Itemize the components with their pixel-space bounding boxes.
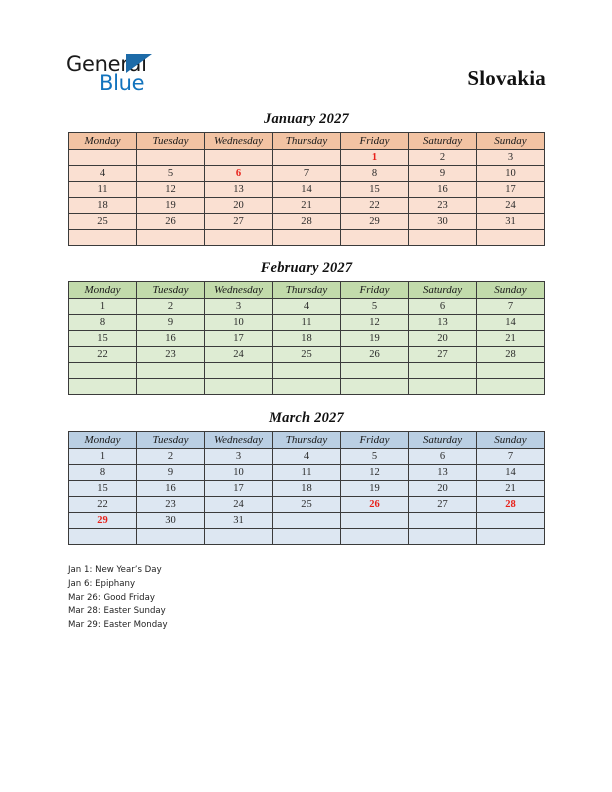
calendar-day-cell: 28 bbox=[477, 497, 545, 513]
calendar-day-cell: 28 bbox=[477, 347, 545, 363]
calendar-header-row bbox=[69, 282, 545, 299]
calendar-day-cell: 20 bbox=[409, 331, 477, 347]
calendar-day-cell: 14 bbox=[477, 315, 545, 331]
calendar-day-cell: 24 bbox=[205, 347, 273, 363]
calendar-day-cell: 12 bbox=[137, 182, 205, 198]
calendar-day-cell: 22 bbox=[69, 497, 137, 513]
calendar-empty-cell bbox=[69, 230, 137, 246]
calendar-week-row bbox=[69, 449, 545, 465]
calendar-day-cell: 14 bbox=[273, 182, 341, 198]
calendar-week-row bbox=[69, 513, 545, 529]
calendar-empty-cell bbox=[273, 529, 341, 545]
page-title: Slovakia bbox=[467, 66, 546, 90]
calendar-week-row bbox=[69, 497, 545, 513]
weekday-header-thursday: Thursday bbox=[273, 432, 341, 449]
calendar-day-cell: 17 bbox=[205, 481, 273, 497]
calendar-day-cell: 27 bbox=[409, 347, 477, 363]
calendar-day-cell: 2 bbox=[409, 150, 477, 166]
month-block-march bbox=[68, 410, 545, 545]
holiday-legend bbox=[68, 564, 398, 633]
calendar-day-cell: 13 bbox=[205, 182, 273, 198]
weekday-header-monday: Monday bbox=[69, 432, 137, 449]
calendar-empty-cell bbox=[69, 363, 137, 379]
calendar-week-row bbox=[69, 315, 545, 331]
calendar-empty-cell bbox=[205, 529, 273, 545]
calendar-empty-cell bbox=[409, 230, 477, 246]
calendar-empty-cell bbox=[409, 363, 477, 379]
calendar-empty-cell bbox=[477, 379, 545, 395]
calendar-empty-cell bbox=[69, 379, 137, 395]
calendar-day-cell: 27 bbox=[205, 214, 273, 230]
calendar-day-cell: 22 bbox=[69, 347, 137, 363]
calendar-day-cell: 23 bbox=[409, 198, 477, 214]
logo-text-general: General bbox=[66, 52, 147, 76]
holiday-legend-list bbox=[68, 564, 398, 633]
calendar-day-cell: 21 bbox=[273, 198, 341, 214]
calendar-day-cell: 4 bbox=[69, 166, 137, 182]
calendar-week-row bbox=[69, 331, 545, 347]
weekday-header-sunday: Sunday bbox=[477, 432, 545, 449]
calendar-week-row bbox=[69, 481, 545, 497]
weekday-header-saturday: Saturday bbox=[409, 432, 477, 449]
calendar-empty-cell bbox=[477, 513, 545, 529]
calendar-empty-cell bbox=[273, 513, 341, 529]
calendar-table bbox=[68, 132, 545, 246]
calendar-day-cell: 5 bbox=[137, 166, 205, 182]
calendar-day-cell: 6 bbox=[409, 299, 477, 315]
calendar-empty-cell bbox=[409, 529, 477, 545]
calendar-day-cell: 24 bbox=[477, 198, 545, 214]
weekday-header-monday: Monday bbox=[69, 282, 137, 299]
calendar-empty-cell bbox=[273, 363, 341, 379]
calendar-day-cell: 10 bbox=[477, 166, 545, 182]
calendar-week-row bbox=[69, 182, 545, 198]
holiday-legend-item: Jan 1: New Year’s Day bbox=[68, 565, 162, 575]
calendar-day-cell: 11 bbox=[69, 182, 137, 198]
calendar-day-cell: 7 bbox=[477, 449, 545, 465]
calendar-day-cell: 27 bbox=[409, 497, 477, 513]
calendar-day-cell: 29 bbox=[69, 513, 137, 529]
calendar-empty-cell bbox=[137, 379, 205, 395]
calendar-day-cell: 23 bbox=[137, 497, 205, 513]
calendar-day-cell: 10 bbox=[205, 315, 273, 331]
calendar-day-cell: 11 bbox=[273, 465, 341, 481]
calendar-week-row bbox=[69, 150, 545, 166]
calendar-day-cell: 3 bbox=[477, 150, 545, 166]
calendar-week-row bbox=[69, 363, 545, 379]
calendar-week-row bbox=[69, 166, 545, 182]
weekday-header-sunday: Sunday bbox=[477, 133, 545, 150]
calendar-week-row bbox=[69, 379, 545, 395]
calendar-day-cell: 18 bbox=[273, 331, 341, 347]
calendar-day-cell: 5 bbox=[341, 299, 409, 315]
weekday-header-friday: Friday bbox=[341, 432, 409, 449]
holiday-legend-item: Mar 29: Easter Monday bbox=[68, 620, 168, 631]
calendar-empty-cell bbox=[273, 230, 341, 246]
calendar-day-cell: 16 bbox=[137, 481, 205, 497]
calendar-day-cell: 1 bbox=[69, 449, 137, 465]
calendar-day-cell: 23 bbox=[137, 347, 205, 363]
weekday-header-thursday: Thursday bbox=[273, 282, 341, 299]
calendar-day-cell: 16 bbox=[409, 182, 477, 198]
calendar-day-cell: 26 bbox=[341, 497, 409, 513]
calendar-day-cell: 12 bbox=[341, 315, 409, 331]
month-block-january bbox=[68, 111, 545, 246]
month-title: February 2027 bbox=[260, 260, 353, 276]
logo-text-blue: Blue bbox=[99, 71, 145, 95]
calendar-day-cell: 20 bbox=[205, 198, 273, 214]
calendar-empty-cell bbox=[69, 529, 137, 545]
calendar-empty-cell bbox=[341, 513, 409, 529]
calendar-day-cell: 25 bbox=[69, 214, 137, 230]
calendar-day-cell: 7 bbox=[477, 299, 545, 315]
calendar-day-cell: 9 bbox=[137, 315, 205, 331]
calendar-empty-cell bbox=[477, 230, 545, 246]
calendar-week-row bbox=[69, 347, 545, 363]
calendar-header-row bbox=[69, 133, 545, 150]
calendar-empty-cell bbox=[409, 379, 477, 395]
weekday-header-saturday: Saturday bbox=[409, 133, 477, 150]
calendar-empty-cell bbox=[273, 150, 341, 166]
calendar-day-cell: 22 bbox=[341, 198, 409, 214]
calendar-day-cell: 15 bbox=[69, 331, 137, 347]
calendar-day-cell: 9 bbox=[137, 465, 205, 481]
calendar-day-cell: 6 bbox=[205, 166, 273, 182]
calendar-week-row bbox=[69, 230, 545, 246]
weekday-header-row bbox=[69, 133, 545, 150]
calendar-day-cell: 18 bbox=[273, 481, 341, 497]
calendar-day-cell: 28 bbox=[273, 214, 341, 230]
calendar-day-cell: 21 bbox=[477, 481, 545, 497]
calendar-day-cell: 10 bbox=[205, 465, 273, 481]
calendar-body bbox=[69, 299, 545, 395]
calendar-day-cell: 13 bbox=[409, 315, 477, 331]
month-title: March 2027 bbox=[269, 410, 344, 426]
calendar-day-cell: 25 bbox=[273, 347, 341, 363]
month-block-february bbox=[68, 260, 545, 395]
calendar-day-cell: 24 bbox=[205, 497, 273, 513]
calendar-empty-cell bbox=[341, 379, 409, 395]
calendar-day-cell: 29 bbox=[341, 214, 409, 230]
calendar-day-cell: 1 bbox=[341, 150, 409, 166]
calendar-day-cell: 2 bbox=[137, 299, 205, 315]
weekday-header-sunday: Sunday bbox=[477, 282, 545, 299]
calendar-empty-cell bbox=[341, 230, 409, 246]
calendar-empty-cell bbox=[205, 150, 273, 166]
calendar-day-cell: 17 bbox=[477, 182, 545, 198]
calendar-day-cell: 7 bbox=[273, 166, 341, 182]
calendar-table bbox=[68, 431, 545, 545]
calendar-day-cell: 13 bbox=[409, 465, 477, 481]
calendar-day-cell: 5 bbox=[341, 449, 409, 465]
calendar-day-cell: 8 bbox=[69, 315, 137, 331]
calendar-empty-cell bbox=[137, 529, 205, 545]
calendar-day-cell: 31 bbox=[205, 513, 273, 529]
calendar-day-cell: 12 bbox=[341, 465, 409, 481]
calendar-day-cell: 8 bbox=[69, 465, 137, 481]
calendar-empty-cell bbox=[341, 529, 409, 545]
weekday-header-tuesday: Tuesday bbox=[137, 282, 205, 299]
weekday-header-row bbox=[69, 432, 545, 449]
calendar-empty-cell bbox=[477, 529, 545, 545]
calendar-day-cell: 3 bbox=[205, 449, 273, 465]
calendar-table bbox=[68, 281, 545, 395]
calendar-day-cell: 17 bbox=[205, 331, 273, 347]
calendar-week-row bbox=[69, 299, 545, 315]
weekday-header-tuesday: Tuesday bbox=[137, 133, 205, 150]
calendar-body bbox=[69, 150, 545, 246]
calendar-day-cell: 19 bbox=[341, 481, 409, 497]
holiday-legend-item: Mar 28: Easter Sunday bbox=[68, 606, 166, 617]
calendar-day-cell: 15 bbox=[341, 182, 409, 198]
calendar-empty-cell bbox=[205, 379, 273, 395]
calendar-week-row bbox=[69, 214, 545, 230]
calendar-day-cell: 9 bbox=[409, 166, 477, 182]
weekday-header-wednesday: Wednesday bbox=[205, 282, 273, 299]
calendar-empty-cell bbox=[137, 363, 205, 379]
calendar-empty-cell bbox=[205, 230, 273, 246]
weekday-header-wednesday: Wednesday bbox=[205, 133, 273, 150]
calendar-empty-cell bbox=[341, 363, 409, 379]
general-blue-logo bbox=[66, 52, 246, 100]
holiday-legend-item: Mar 26: Good Friday bbox=[68, 592, 155, 603]
calendar-day-cell: 26 bbox=[137, 214, 205, 230]
calendar-day-cell: 1 bbox=[69, 299, 137, 315]
weekday-header-friday: Friday bbox=[341, 282, 409, 299]
calendar-empty-cell bbox=[205, 363, 273, 379]
calendar-day-cell: 25 bbox=[273, 497, 341, 513]
weekday-header-friday: Friday bbox=[341, 133, 409, 150]
calendar-week-row bbox=[69, 465, 545, 481]
calendar-empty-cell bbox=[273, 379, 341, 395]
calendar-day-cell: 19 bbox=[137, 198, 205, 214]
weekday-header-wednesday: Wednesday bbox=[205, 432, 273, 449]
calendar-day-cell: 20 bbox=[409, 481, 477, 497]
calendar-day-cell: 6 bbox=[409, 449, 477, 465]
weekday-header-row bbox=[69, 282, 545, 299]
calendar-day-cell: 3 bbox=[205, 299, 273, 315]
calendar-day-cell: 21 bbox=[477, 331, 545, 347]
calendar-empty-cell bbox=[137, 150, 205, 166]
calendar-day-cell: 8 bbox=[341, 166, 409, 182]
calendar-week-row bbox=[69, 529, 545, 545]
calendar-day-cell: 31 bbox=[477, 214, 545, 230]
calendar-empty-cell bbox=[477, 363, 545, 379]
calendar-day-cell: 30 bbox=[137, 513, 205, 529]
calendar-week-row bbox=[69, 198, 545, 214]
calendar-body bbox=[69, 449, 545, 545]
weekday-header-monday: Monday bbox=[69, 133, 137, 150]
holiday-legend-item: Jan 6: Epiphany bbox=[68, 578, 136, 589]
calendar-empty-cell bbox=[409, 513, 477, 529]
calendar-day-cell: 19 bbox=[341, 331, 409, 347]
calendar-day-cell: 15 bbox=[69, 481, 137, 497]
calendar-header-row bbox=[69, 432, 545, 449]
calendar-empty-cell bbox=[137, 230, 205, 246]
weekday-header-tuesday: Tuesday bbox=[137, 432, 205, 449]
weekday-header-saturday: Saturday bbox=[409, 282, 477, 299]
calendar-day-cell: 4 bbox=[273, 299, 341, 315]
calendar-day-cell: 16 bbox=[137, 331, 205, 347]
calendar-day-cell: 30 bbox=[409, 214, 477, 230]
calendar-day-cell: 2 bbox=[137, 449, 205, 465]
calendar-day-cell: 26 bbox=[341, 347, 409, 363]
calendar-day-cell: 4 bbox=[273, 449, 341, 465]
calendar-empty-cell bbox=[69, 150, 137, 166]
calendar-day-cell: 18 bbox=[69, 198, 137, 214]
calendar-day-cell: 14 bbox=[477, 465, 545, 481]
calendar-day-cell: 11 bbox=[273, 315, 341, 331]
month-title: January 2027 bbox=[264, 111, 349, 127]
weekday-header-thursday: Thursday bbox=[273, 133, 341, 150]
